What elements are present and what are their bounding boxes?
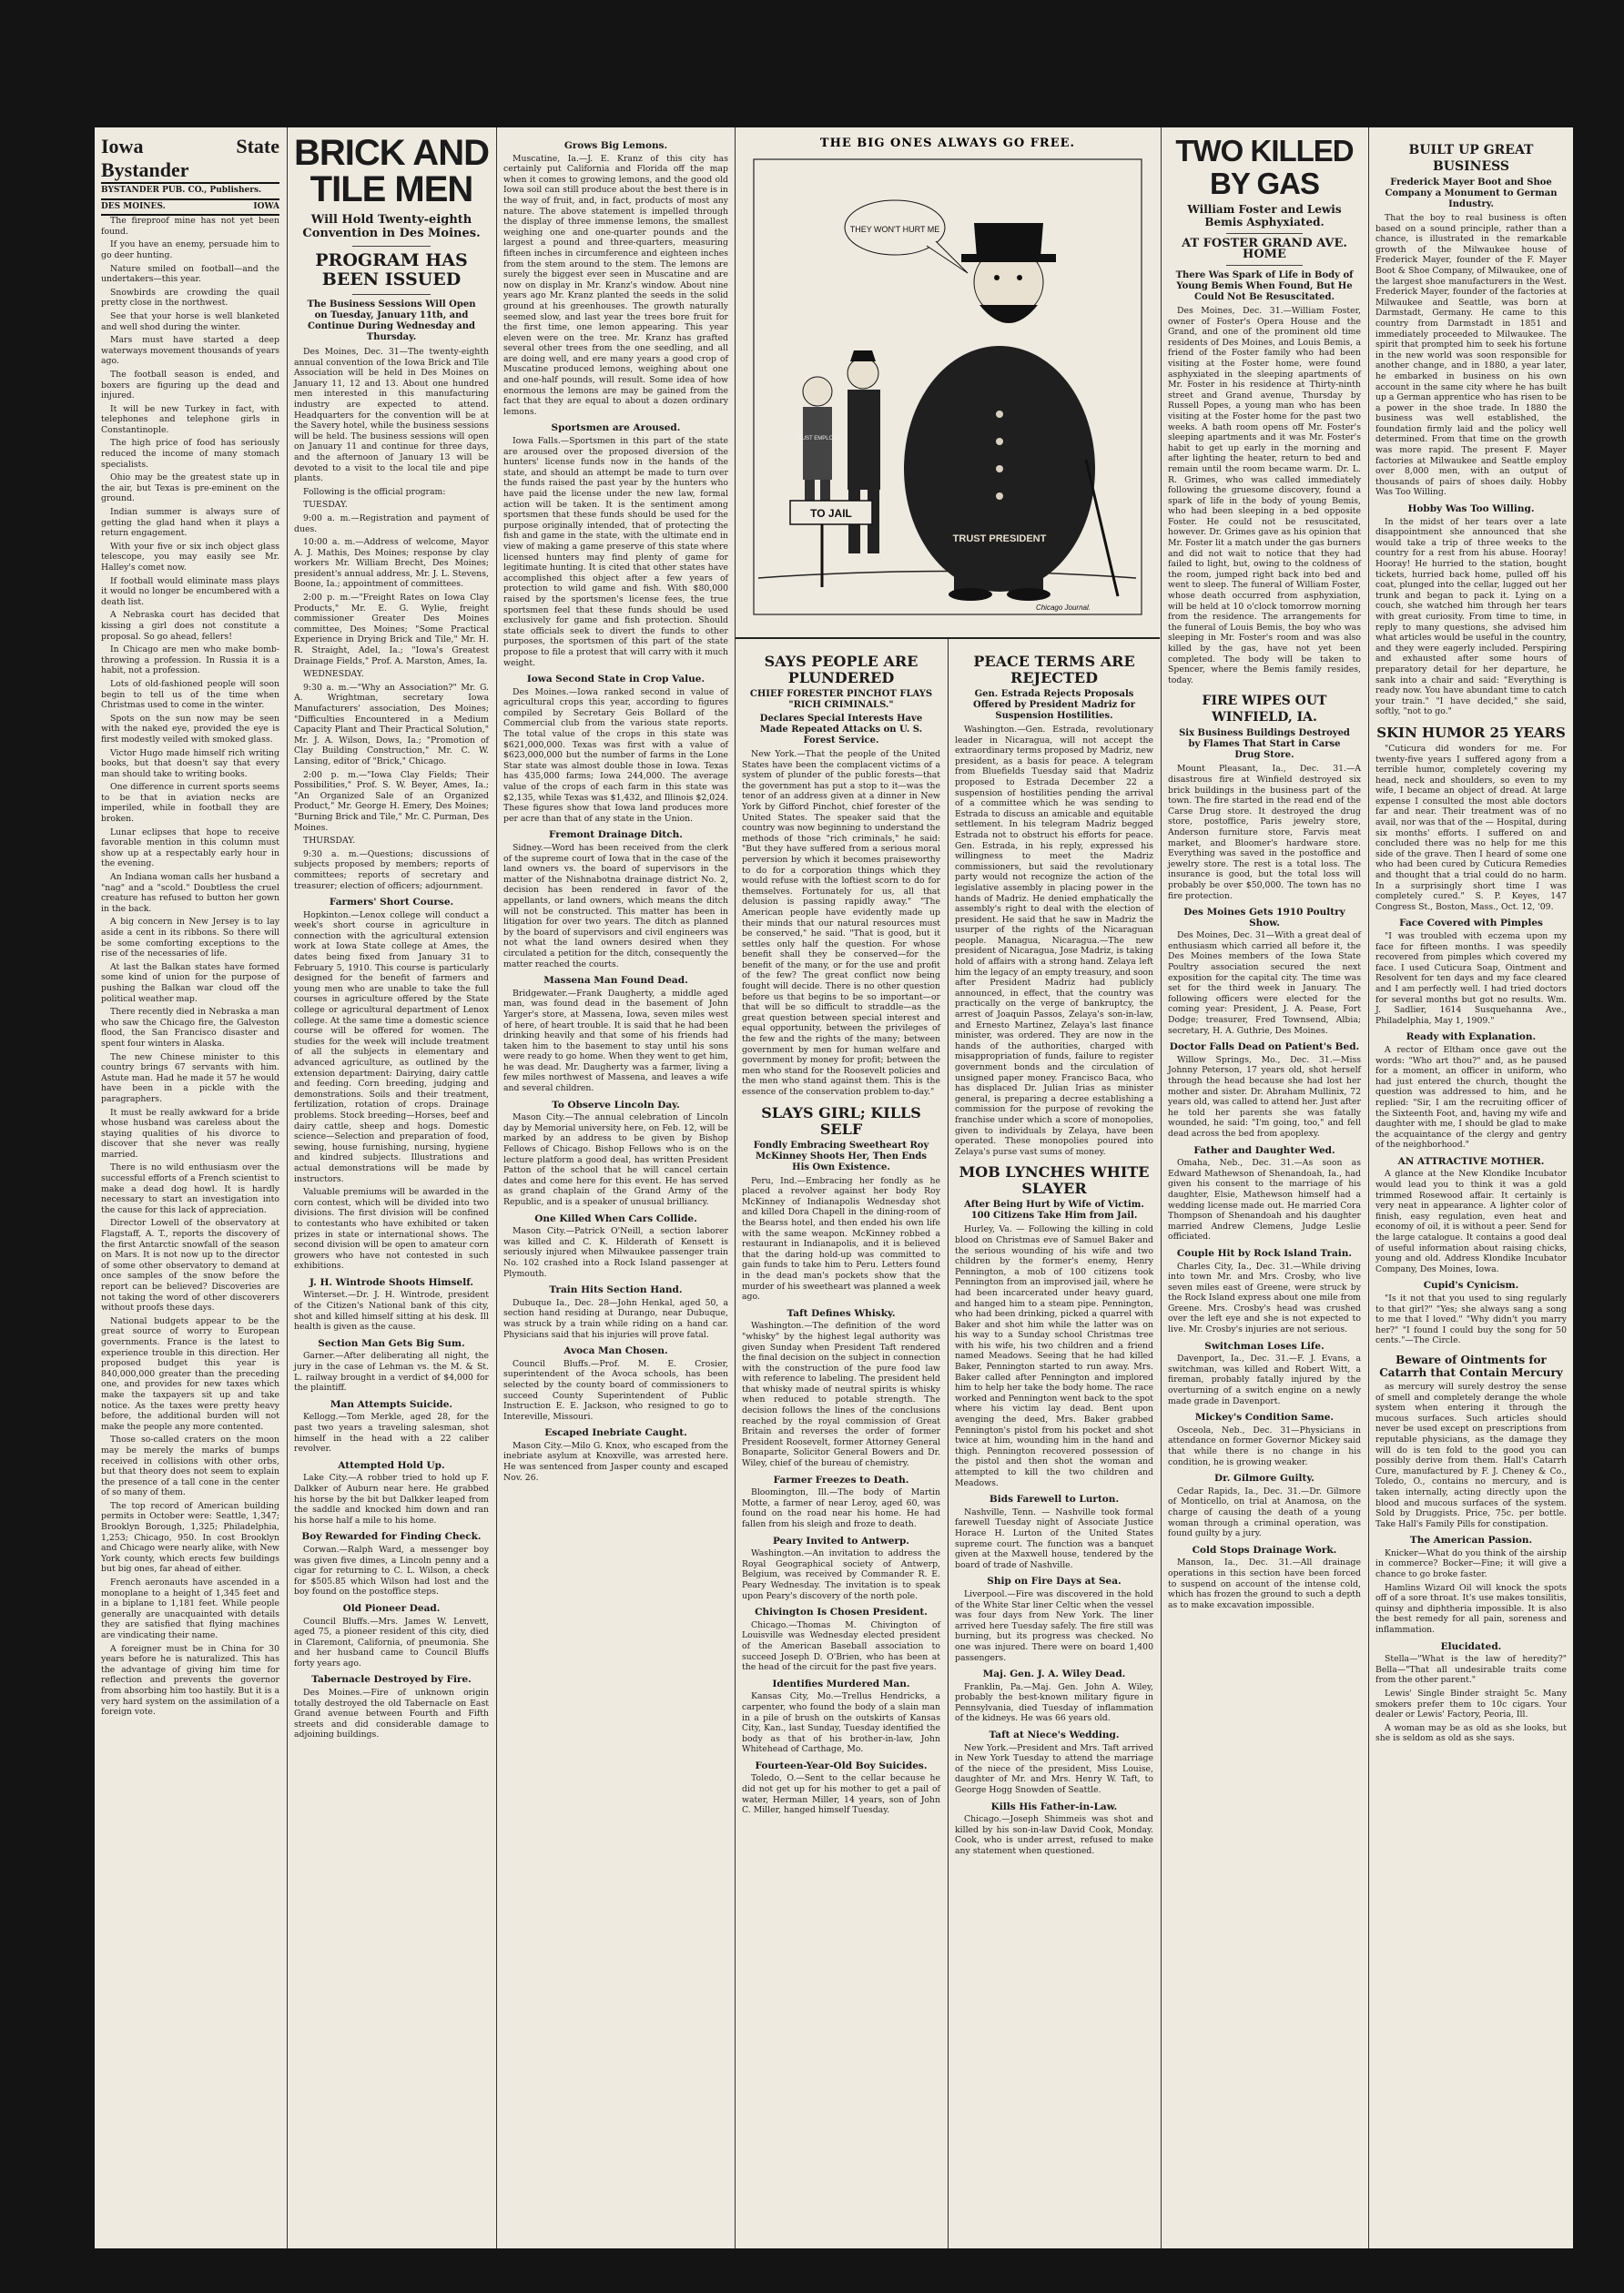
- story-deck: AT FOSTER GRAND AVE. HOME: [1182, 237, 1347, 261]
- story-title: Avoca Man Chosen.: [563, 1345, 668, 1357]
- story-body: Cedar Rapids, Ia., Dec. 31.—Dr. Gilmore of Monticello, on trial at Anamosa, on the charge of causing the death of a young woman through a criminal operation, was found guilty by a jury.: [1168, 1486, 1361, 1539]
- story-body: Manson, Ia., Dec. 31.—All drainage operations in this section have been forced to suspend on account of the intense cold, which has frozen the ground to such a depth as to make excavation impossible.: [1168, 1557, 1361, 1610]
- story-body: Davenport, Ia., Dec. 31.—F. J. Evans, a switchman, was killed and Robert Witt, a fireman, probably fatally injured by the overturning of a switch engine on a newly made grade in Davenport.: [1168, 1354, 1361, 1406]
- story-body: Washington.—Gen. Estrada, revolutionary leader in Nicaragua, will not accept the extraordinary terms proposed by Madriz, new president, as a basis for peace. A telegram from Bluefields Tuesday said that Madriz proposed to Estrada December 22 a suspension of hostilities pending the arrival of a committee which he was sending to Estrada to discuss an amicable and equitable settlement. In his telegram Madriz begged Estrada not to obstruct his efforts for peace. Gen. Estrada, in his reply, expressed his willingness to meet the Madriz commissioners, but said the revolutionary party would not recognize the action of the legislative assembly in placing power in the hands of Madriz. He denied emphatically the assembly's right to deal with the election of president. He said that he saw in Madriz the usurper of the rights of the Nicaraguan people. Managua, Nicaragua.—The new president of Nicaragua, Jose Madriz, is taking hold of affairs with a strong hand. Zelaya left him the legacy of an empty treasury, and soon after President Madriz had publicly announced, in effect, that the country was practically on the verge of bankruptcy, the arrest of Joaquin Passos, Zelaya's son-in-law, and Ernesto Martinez, Zelaya's last finance minister, was ordered. They are now in the hands of the authorities, charged with misappropriation of funds, failure to register government bonds and the circulation of unsigned paper money. Francisco Baca, who has displaced Dr. Julian Irias as minister general, is preparing a decree establishing a commission for the purpose of revoking the franchise under which a score of monopolies, given to individuals by Zelaya, have been operated. These monopolies poured into Zelaya's purse vast sums of money.: [955, 725, 1153, 1157]
- paragraph: Mars must have started a deep waterways movement thousands of years ago.: [101, 335, 279, 367]
- story-body: New York.—President and Mrs. Taft arrived in New York Tuesday to attend the marriage of the niece of the president, Miss Louise, daughter of Mr. and Mrs. Henry W. Taft, to George Hogg Snowden of Seattle.: [955, 1742, 1153, 1796]
- story-body: Lewis' Single Binder straight 5c. Many smokers prefer them to 10c cigars. Your dealer or Lewis' Factory, Peoria, Ill.: [1375, 1689, 1567, 1720]
- story-body: Mason City.—The annual celebration of Lincoln day by Memorial university here, on Feb. 12, will be marked by an address to be given by Bishop Fellows of Chicago. Bishop Fellows who is on the lecture platform a good deal, has written President Patton of the school that he will cancel certain dates and come here for this event. He has served as grand chaplain of the Grand Army of the Republic, and is a speaker of unusual brilliancy.: [503, 1112, 728, 1207]
- paragraph: It must be really awkward for a bride whose husband was careless about the staying qualities of his divorce to discover that she never was really married.: [101, 1107, 279, 1160]
- story-body: A woman may be as old as she looks, but she is seldom as old as she says.: [1375, 1722, 1567, 1744]
- story-body: Muscatine, Ia.—J. E. Kranz of this city has certainly put California and Florida off the map when it comes to growing lemons, and the good old Iowa soil can still produce about the best there is in the way of fruit, and, in fact, products of most any nature. The above statement is impelled through the display of three immense lemons, the smallest weighing one and one-quarter pounds and the largest a pound and three-quarters, measuring fifteen inches in circumference and eighteen inches from the stem around to the stem. The lemons are surely the biggest ever seen in Muscatine and are now on display in Mr. Kranz's window. About nine years ago Mr. Kranz planted the seeds in the solid ground at his greenhouses. The growth naturally seemed slow, and last year the trees bore fruit for the first time, one lemon appearing. This year eleven were on the tree. Mr. Kranz has grafted several other trees from the one seedling, and all are doing well, and ere many years a good crop of Muscatine produced lemons, weighing about one and one-half pounds, will result. Some idea of how enormous the lemons are may be gained from the fact that they are equal to about a dozen ordinary lemons.: [503, 153, 728, 417]
- story-title: Tabernacle Destroyed by Fire.: [311, 1674, 472, 1686]
- story-title: Farmer Freezes to Death.: [773, 1474, 909, 1486]
- story-title: Bids Farewell to Lurton.: [989, 1494, 1120, 1506]
- story-body: Council Bluffs.—Mrs. James W. Lenvett, aged 75, a pioneer resident of this city, died in Claremont, California, of pneumonia. She and her husband came to Council Bluffs forty years ago.: [294, 1616, 489, 1669]
- story-title: Taft at Niece's Wedding.: [989, 1730, 1120, 1741]
- story-title: Farmers' Short Course.: [329, 897, 454, 908]
- paragraph: Those so-called craters on the moon may be merely the marks of bumps received in collisions with other orbs, but that theory does not seem to explain the presence of a tall cone in the center of so many of them.: [101, 1435, 279, 1498]
- paragraph: At last the Balkan states have formed some kind of union for the purpose of pushing the Balkan war cloud off the political weather map.: [101, 961, 279, 1004]
- city-line: DES MOINES. IOWA: [101, 200, 279, 217]
- subhead-program: PROGRAM HAS BEEN ISSUED: [315, 250, 468, 289]
- story-title: Hobby Was Too Willing.: [1407, 503, 1535, 515]
- story-body: Hamlins Wizard Oil will knock the spots off of a sore throat. It's use makes tonsilitis, quinsy and diphtheria impossible. It is also the best remedy for all pain, soreness and inflammation.: [1375, 1582, 1567, 1636]
- paragraph: If football would eliminate mass plays it would no longer be encumbered with a death list.: [101, 575, 279, 607]
- story-body: Chicago.—Joseph Shimmeis was shot and killed by his son-in-law David Cook, Monday. Cook, who is under arrest, refused to make any statement when questioned.: [955, 1814, 1153, 1856]
- story-body: Winterset.—Dr. J. H. Wintrode, president of the Citizen's National bank of this city, shot and killed himself sitting at his desk. Ill health is given as the cause.: [294, 1290, 489, 1333]
- story-body: Mason City.—Patrick O'Neill, a section laborer was killed and C. K. Hilderath of Kensett is seriously injured when Milwaukee passenger train No. 102 crashed into a Rock Island passenger at Plymouth.: [503, 1226, 728, 1279]
- brevities: [101, 216, 279, 1718]
- paragraph: 10:00 a. m.—Address of welcome, Mayor A. J. Mathis, Des Moines; response by clay workers Mr. William Brecht, Des Moines; president's annual address, Mr. J. L. Stevens, Boone, Ia.; appointment of committees.: [294, 537, 489, 590]
- story-title: Old Pioneer Dead.: [342, 1602, 441, 1614]
- paragraph: Indian summer is always sure of getting the glad hand when it plays a return engagement.: [101, 507, 279, 539]
- story-body: Liverpool.—Fire was discovered in the hold of the White Star liner Celtic when the vessel was four days from New York. The liner arrived here Tuesday safely. The fire still was burning, but its progress was checked. No one was injured. There were on board 1,400 passengers.: [955, 1588, 1153, 1663]
- paragraph: The top record of American building permits in October were: Seattle, 1,347; Brooklyn Borough, 1,325; Philadelphia, 1,253; Chicago, 950. In cost Brooklyn and Chicago were nearly alike, with New York county, which erects few buildings but big ones, far ahead of either.: [101, 1500, 279, 1575]
- paragraph: It will be new Turkey in fact, with telephones and telephone girls in Constantinople.: [101, 403, 279, 435]
- story-deck: William Foster and Lewis Bemis Asphyxiated.: [1187, 203, 1342, 228]
- paragraph: The high price of food has seriously reduced the income of many stomach specialists.: [101, 438, 279, 470]
- story-title: Taft Defines Whisky.: [787, 1307, 896, 1319]
- editorial-cartoon: [736, 127, 1160, 639]
- story-body: New York.—That the people of the United States have been the complacent victims of a system of plunder of the public forests—that the government has put a stop to it—was the tenor of an address given at a dinner in New York by Gifford Pinchot, chief forester of the United States. The speaker said that the country was now beginning to understand the methods of those "rich criminals," he said: "But they have suffered from a serious moral perversion by which it becomes praiseworthy to do for a corporation things which they would refuse with the loftiest scorn to do for themselves. Fortunately for us, all that delusion is passing rapidly away." "The American people have evidently made up their minds that our natural resources must be conserved," he said. "That is good, but it settles only half the question. For whose benefit shall they be conserved—for the benefit of the many, or for the use and profit of the few? The great conflict now being fought will decide. There is no other question before us that begins to be so important—or that will be so difficult to straddle—as the great question between special interest and equal opportunity, between the privileges of the few and the rights of the many; between government by men for human welfare and government by money for profit; between the men who stand for the Roosevelt policies and the men who stand against them. This is the essence of the conservation problem to-day.": [742, 749, 940, 1097]
- column-5: [949, 639, 1160, 2248]
- paragraph: A foreigner must be in China for 30 years before he is naturalized. This has the advantage of giving him time for reflection and prevents the governor from absorbing him too hastily. But it is a very hard system on the assimilation of a foreign vote.: [101, 1643, 279, 1718]
- story-headline: MOB LYNCHES WHITE SLAYER: [959, 1163, 1150, 1198]
- cartoon-illustration: [736, 150, 1160, 624]
- story-body: Bridgewater.—Frank Daugherty, a middle aged man, was found dead in the basement of John Yarger's store, at Massena, Iowa, seven miles west of here, of heart trouble. It is said that he had been drinking heavily and that some of his friends had taken him to the basement to stay until his sons were ready to go home. When they went to get him, he was dead. Mr. Daugherty was a farmer, living a few miles northwest of Massena, and leaves a wife and several children.: [503, 988, 728, 1094]
- paragraph: A big concern in New Jersey is to lay aside a cent in its ribbons. So there will be some comforting exceptions to the rise of the necessaries of life.: [101, 917, 279, 959]
- story-body: In the midst of her tears over a late disappointment she announced that she would take a trip of three weeks to the country for a rest from his abuse. Hooray! Hooray! He hurried to the station, bought tickets, hurried back home, pulled off his coat, plunged into the cellar, lugged out her trunk and began to pack it. Lying on a couch, she watched him through her tears with great curiosity. From time to time, in reply to many questions, she advised him what articles would be useful in the country, and they were eagerly included. Perspiring and exhausted after some hours of preparatory detail for her departure, he sank into a chair and said: "Everything is ready now. You have abundant time to catch your train." "I have decided," she said, softly, "not to go.": [1375, 516, 1567, 717]
- story-body: Knicker—What do you think of the airship in commerce? Bocker—Fine; it will give a chance to go broke faster.: [1375, 1547, 1567, 1580]
- story-title: Fremont Drainage Ditch.: [549, 829, 683, 841]
- story-title: J. H. Wintrode Shoots Himself.: [309, 1276, 474, 1288]
- story-body: Charles City, Ia., Dec. 31.—While driving into town Mr. and Mrs. Crosby, who live seven miles east of Greene, were struck by the Rock Island express about one mile from Greene. Mrs. Crosby's head was crushed over the left eye and she is not expected to live. Mr. Crosby's injuries are not serious.: [1168, 1261, 1361, 1335]
- cartoon-title: THE BIG ONES ALWAYS GO FREE.: [819, 137, 1076, 150]
- story-body: Sidney.—Word has been received from the clerk of the supreme court of Iowa that in the case of the land owners vs. the board of supervisors in the matter of the Nishnabotna drainage district No. 2, decision has been rendered in favor of the appellants, or land owners, which means the ditch will not be constructed. This matter has been in litigation for over two years. The ditch as planned by the board of supervisors and civil engineers was not what the land owners desired when they circulated a petition for the ditch, consequently the matter reached the courts.: [503, 843, 728, 969]
- story-body: Lake City.—A robber tried to hold up F. Dalkker of Auburn near here. He grabbed his horse by the bit but Dalkker leaped from the saddle and knocked him down and ran his horse half a mile to his home.: [294, 1473, 489, 1526]
- story-title: Identifies Murdered Man.: [772, 1678, 910, 1689]
- paragraph: One difference in current sports seems to be that in aviation necks are imperiled, while in football they are broken.: [101, 782, 279, 825]
- story-title: One Killed When Cars Collide.: [534, 1212, 697, 1224]
- paragraph: An Indiana woman calls her husband a "nag" and a "scold." Doubtless the cruel creature has refused to button her gown in the back.: [101, 872, 279, 914]
- trust-employe-label: TRUST EMPLOYE: [794, 436, 841, 441]
- subhead: Will Hold Twenty-eighth Convention in Des Moines.: [302, 213, 481, 240]
- story-body: Nashville, Tenn. — Nashville took formal farewell Tuesday night of Associate Justice Horace H. Lurton of the United States supreme court. The function was a banquet given at the Maxwell house, tendered by the board of trade of Nashville.: [955, 1507, 1153, 1570]
- story-body: Stella—"What is the law of heredity?" Bella—"That all undesirable traits come from the other parent.": [1375, 1654, 1567, 1686]
- paragraph: Lunar eclipses that hope to receive favorable mention in this column must show up at a respectably early hour in the evening.: [101, 827, 279, 869]
- story-body: "I was troubled with eczema upon my face for fifteen months. I was speedily recovered from pimples which covered my face. I used Cuticura Soap, Ointment and Resolvent for ten days and my face cleared and I am perfectly well. I had tried doctors for several months but got no results. Wm. J. Sadlier, 1614 Susquehanna Ave., Philadelphia, May 1, 1909.": [1375, 931, 1567, 1026]
- story-deck: There Was Spark of Life in Body of Young Bemis When Found, But He Could Not Be Resuscitated.: [1175, 270, 1354, 302]
- cartoon-credit: Chicago Journal.: [1035, 604, 1091, 612]
- story-body: Mount Pleasant, Ia., Dec. 31.—A disastrous fire at Winfield destroyed six brick buildings in the business part of the town. The fire started in the read end of the Carse Drug store. It destroyed the drug store, postoffice, Paris jewelry store, Anderson furniture store, Farvis meat market, and Bloomer's hardware store. Everything was saved in the postoffice and jewelry store. The rest is a total loss. The insurance is good, but the total loss will probably be over $50,000. The town has no fire protection.: [1168, 764, 1361, 901]
- paragraph: If you have an enemy, persuade him to go deer hunting.: [101, 239, 279, 260]
- story-body: Des Moines.—Fire of unknown origin totally destroyed the old Tabernacle on East Grand avenue between Fourth and Fifth streets and did considerable damage to adjoining buildings.: [294, 1688, 489, 1740]
- paragraph: Ohio may be the greatest state up in the air, but Texas is pre-eminent on the ground.: [101, 472, 279, 504]
- story-title: To Observe Lincoln Day.: [552, 1099, 680, 1111]
- headline-brick-tile: BRICK AND TILE MEN: [294, 133, 489, 209]
- story-body: Hopkinton.—Lenox college will conduct a week's short course in agriculture in connection with the agricultural extension work at Iowa State college at Ames, the dates being fixed from January 31 to February 5, 1910. This course is particularly designed for the benefit of farmers and young men who are unable to take the full courses in agriculture offered by the State college or agricultural department of Lenox college. At the same time a domestic science course will be offered for women. The studies for the week will include treatment of all the subjects in elementary and advanced agriculture, as outlined by the extension department: Dairying, dairy cattle and feeding. Corn breeding, judging and demonstrations. Soils and their treatment, fertilization, rotation of crops. Drainage problems. Stock breeding—Horses, beef and dairy cattle, sheep and hogs. Domestic science—Selection and preparation of food, sewing, house furnishing, nursing, hygiene and kindred subjects. Illustrations and actual demonstrations will be made by instructors.: [294, 909, 489, 1184]
- story-body: Kansas City, Mo.—Trellus Hendricks, a carpenter, who found the body of a slain man in a pile of brush on the outskirts of Kansas City, Kan., last Sunday, Tuesday identified the body as that of his brother-in-law, John Whitehead of Carthage, Mo.: [742, 1691, 940, 1755]
- deck: The Business Sessions Will Open on Tuesday, January 11th, and Continue During Wednesday and Thursday.: [307, 299, 476, 342]
- story-body: A rector of Eltham once gave out the words: "Who art thou?" and, as he paused for a moment, an officer in uniform, who had just entered the church, thought the question was addressed to him, and he replied: "Sir, I am the recruiting officer of the Sixteenth Foot, and, having my wife and daughter with me, I should be glad to make the acquaintance of the clergy and gentry of the neighborhood.": [1375, 1044, 1567, 1151]
- paragraph: Nature smiled on football—and the undertakers—this year.: [101, 263, 279, 285]
- story-deck: Gen. Estrada Rejects Proposals Offered by President Madriz for Suspension Hostilities.: [973, 689, 1135, 721]
- story-body: That the boy to real business is often based on a sound principle, rather than a chance, is illustrated in the remarkable growth of the Milwaukee house of Frederick Mayer, founder of the F. Mayer Boot & Shoe Company, of Milwaukee, one of the largest shoe manufacturers in the West. Frederick Mayer, founder of the factories at Milwaukee and Seattle, was born at Darmstadt, Germany. He came to this country from Darmstadt in 1851 and immediately proceeded to Milwaukee. The spirit that prompted him to seek his fortune in the new world was soon responsible for another change, and in 1880, a year later, he embarked in business on his own account in the same city where he has built up a German apprentice who has risen to be a power in the shoe trade. In 1880 the business was well established, the foundation firmly laid and the policy well determined. From that time on the growth was more rapid. The present F. Mayer factories at Milwaukee and Seattle employ over 8,000 men, with an output of thousands of pairs of shoes daily. Hobby Was Too Willing.: [1375, 213, 1567, 498]
- story-title: The American Passion.: [1409, 1535, 1533, 1547]
- story-body: Omaha, Neb., Dec. 31.—As soon as Edward Mathewson of Shenandoah, Ia., had given his consent to the marriage of his daughter, Elsie, Mathewson himself had a wedding license made out. He married Cora Thompson of Shenandoah and his daughter married Andrew Clemens, Judge Leslie officiated.: [1168, 1158, 1361, 1243]
- story-body: Osceola, Neb., Dec. 31—Physicians in attendance on former Governor Mickey said that while there is no change in his condition, he is growing weaker.: [1168, 1425, 1361, 1467]
- newspaper-page: [95, 127, 1573, 2248]
- story-title: Boy Rewarded for Finding Check.: [301, 1531, 482, 1543]
- story-headline: SAYS PEOPLE ARE PLUNDERED: [764, 653, 919, 686]
- story-title: Train Hits Section Hand.: [549, 1284, 683, 1296]
- story-deck: CHIEF FORESTER PINCHOT FLAYS "RICH CRIMINALS.": [749, 689, 933, 710]
- story-title: Couple Hit by Rock Island Train.: [1176, 1247, 1353, 1259]
- story-body: Chicago.—Thomas M. Chivington of Louisville was Wednesday elected president of the American Baseball association to succeed Joseph D. O'Brien, who has been at the head of the circuit for the past five years.: [742, 1619, 940, 1673]
- story-title: Sportsmen are Aroused.: [551, 422, 681, 434]
- masthead: Iowa State Bystander: [101, 135, 279, 184]
- story-title: Father and Daughter Wed.: [1193, 1144, 1335, 1156]
- story-title: Mickey's Condition Same.: [1194, 1412, 1335, 1424]
- story-deck: Six Business Buildings Destroyed by Flames That Start in Carse Drug Store.: [1179, 728, 1350, 761]
- story-body: Des Moines, Dec. 31.—William Foster, owner of Foster's Opera House and the Grand, and one of the prominent old time residents of Des Moines, and Louis Bemis, a friend of the Foster family who had been visiting at the Foster home, were found asphyxiated in the sleeping apartments of Mr. Foster in his residence at Thirty-ninth street and Grand avenue, Thursday by Russell Popes, a young man who has been visiting at the Foster home for the past two weeks. A bath room opens off Mr. Foster's sleeping apartments and it was Mr. Foster's habit to get up early in the morning and after lighting the heater, return to bed and remain until the room became warm. Dr. L. R. Grimes, who was called immediately following the gruesome discovery, found a spark of life in the body of young Bemis, who had been sleeping in a bed opposite Foster. He could not be resuscitated, however. Dr. Grimes gave as his opinion that Mr. Foster lit a match under the gas burners and did not wait to notice that they had failed to light, but, owing to the coldness of the room, jumped right back into bed and went to sleep. The funeral of William Foster, whose death occurred from asphyxiation, will be held at 10 o'clock tomorrow morning from the residence. The arrangements for the funeral of Louis Bemis, the boy who was sleeping in Mr. Foster's room and was also killed by the gas, have not yet been completed. The body will be taken to Spencer, where the Bemis family resides, today.: [1168, 306, 1361, 685]
- story-headline: SLAYS GIRL; KILLS SELF: [761, 1103, 921, 1138]
- story-title: Face Covered with Pimples: [1399, 918, 1543, 929]
- story-body: Corwan.—Ralph Ward, a messenger boy was given five dimes, a Lincoln penny and a cigar for returning to C. L. Wilson, a check for $505.85 which Wilson had lost and the boy found on the postoffice steps.: [294, 1544, 489, 1598]
- story-title: Dr. Gilmore Guilty.: [1214, 1473, 1314, 1485]
- story-body: "Cuticura did wonders for me. For twenty-five years I suffered agony from a terrible humor, completely covering my head, neck and shoulders, so even to my wife, I became an object of dread. At large expense I consulted the most able doctors far and near. Their treatment was of no avail, nor was that of the — Hospital, during six months' efforts. I suffered on and concluded there was no help for me this side of the grave. Then I heard of some one who had been cured by Cuticura Remedies and thought that a trial could do no harm. In a surprisingly short time I was completely cured." S. P. Keyes, 147 Congress St., Boston, Mass., Oct. 12, '09.: [1375, 743, 1567, 912]
- trust-president-label: TRUST PRESIDENT: [952, 533, 1047, 544]
- paragraph: French aeronauts have ascended in a monoplane to a height of 1,345 feet and in a biplane to 1,181 feet. While people generally are unacquainted with details they are satisfied that flying machines are vindicating their name.: [101, 1578, 279, 1640]
- column-2: [288, 127, 495, 2248]
- story-title: Ship on Fire Days at Sea.: [987, 1576, 1122, 1588]
- story-title: AN ATTRACTIVE MOTHER.: [1397, 1155, 1545, 1167]
- paragraph: 2:00 p. m.—"Freight Rates on Iowa Clay Products," Mr. E. G. Wylie, freight commissioner Greater Des Moines committee, Des Moines; "Some Practical Experience in Drying Brick and Tile," Mr. H. R. Straight, Adel, Ia.; "Iowa's Greatest Drainage Fields," Prof. A. Marston, Ames, Ia.: [294, 593, 489, 666]
- story-title: Cold Stops Drainage Work.: [1192, 1544, 1337, 1556]
- story-body: Council Bluffs.—Prof. M. E. Crosier, superintendent of the Avoca schools, has been selected by the county board of commissioners to succeed County Superintendent of Public Instruction E. E. Jackson, who resigned to go to Intereville, Missouri.: [503, 1358, 728, 1422]
- paragraph: See that your horse is well blanketed and well shod during the winter.: [101, 310, 279, 332]
- column-3: [497, 127, 735, 2248]
- story-title: Doctor Falls Dead on Patient's Bed.: [1169, 1041, 1360, 1053]
- paragraph: The football season is ended, and boxers are figuring up the dead and injured.: [101, 369, 279, 401]
- story-headline: BUILT UP GREAT BUSINESS: [1408, 143, 1534, 174]
- story-title: Escaped Inebriate Caught.: [544, 1427, 687, 1439]
- story-body: Valuable premiums will be awarded in the corn contest, which will be divided into two divisions. The first division will be confined to contestants who have exhibited or taken prizes in state or international shows. The second division will be open to amateur corn growers who have not contested in such exhibitions.: [294, 1187, 489, 1272]
- story-body: Garner.—After deliberating all night, the jury in the case of Lehman vs. the M. & St. L. railway brought in a verdict of $4,000 for the plaintiff.: [294, 1351, 489, 1394]
- paragraph: There is no wild enthusiasm over the successful efforts of a French scientist to make a dead dog howl. It is hardly necessary to start an investigation into the cause for this lack of appreciation.: [101, 1162, 279, 1215]
- paragraph: 9:30 a. m.—"Why an Association?" Mr. G. A. Wrightman, secretary Iowa Manufacturers' association, Des Moines; "Difficulties Encountered in a Medium Capacity Plant and Their Practical Solution," Mr. J. A. Wilson, Dows, Ia.; "Promotion of Clay Building Construction," Mr. C. W. Lansing, editor of "Brick," Chicago.: [294, 682, 489, 766]
- story-title: Des Moines Gets 1910 Poultry Show.: [1183, 907, 1345, 928]
- story-headline: TWO KILLED BY GAS: [1175, 134, 1354, 200]
- story-deck: After Being Hurt by Wife of Victim. 100 Citizens Take Him from Jail.: [964, 1200, 1144, 1222]
- paragraph: 9:30 a. m.—Questions; discussions of subjects proposed by members; reports of committees; reports of secretary and treasurer; election of officers; adjournment.: [294, 848, 489, 891]
- paragraph: Lots of old-fashioned people will soon begin to tell us of the time when Christmas used to come in the winter.: [101, 678, 279, 711]
- story-deck: Frederick Mayer Boot and Shoe Company a Monument to German Industry.: [1385, 178, 1558, 209]
- story-body: Iowa Falls.—Sportsmen in this part of the state are aroused over the proposed diversion of the hunters' license funds now in the hands of the state, and should an attempt be made to turn over the funds raised the past year by the hunters who have paid the license under the new law, formal action will be taken. It is the sentiment among sportsmen that these funds should be used for the purpose originally intended, that of protecting the fish and game in the state, with the ultimate end in view of making a game preserve of this state where licensed hunters may find plenty of game for legitimate hunting. It is cited that other states have accomplished this object after a few years of protection to wild game and fish. With $80,000 raised by the sportsmen's license fees, the true sportsmen feel that these funds should be used exclusively for game and fish protection. Should state officials seek to divert the funds to other purposes, the sportsmen of this part of the state propose to file a protest that will carry with it much weight.: [503, 436, 728, 668]
- story-headline: FIRE WIPES OUT WINFIELD, IA.: [1202, 694, 1327, 725]
- story-title: Switchman Loses Life.: [1204, 1340, 1325, 1352]
- paragraph: Victor Hugo made himself rich writing books, but that doesn't say that every man should take to writing books.: [101, 747, 279, 779]
- paragraph: The new Chinese minister to this country brings 67 servants with him. Astute man. Had he made it 57 he would have been in a pickle with the paragraphers.: [101, 1051, 279, 1104]
- paragraph: TUESDAY.: [303, 500, 348, 511]
- story-title: Massena Man Found Dead.: [543, 975, 688, 987]
- story-headline: Beware of Ointments for Catarrh that Contain Mercury: [1379, 1353, 1563, 1379]
- paragraph: WEDNESDAY.: [303, 669, 364, 680]
- paragraph: Director Lowell of the observatory at Flagstaff, A. T., reports the discovery of the first Antarctic snowfall of the season on Mars. It is not now up to the director of some other observatory to demand at once samples of the snow before the report can be believed? Discoveries are not taking the word of other discoverers without proofs these days.: [101, 1218, 279, 1314]
- story-body: Peru, Ind.—Embracing her fondly as he placed a revolver against her body Roy McKinney of Indianapolis Wednesday shot and killed Dora Chapell in the dining-room of the Bearss hotel, and then ended his own life with the same weapon. McKinney robbed a restaurant in Indianapolis, and it is believed that the daring hold-up was committed to gain funds to take him to Peru. Letters found in the dead man's pockets show that the murder of his sweetheart was planned a week ago.: [742, 1175, 940, 1303]
- paragraph: There recently died in Nebraska a man who saw the Chicago fire, the Galveston flood, the San Francisco disaster and spent four winters in Alaska.: [101, 1007, 279, 1049]
- story-body: Hurley, Va. — Following the killing in cold blood on Christmas eve of Samuel Baker and the serious wounding of his wife and two children by the former's enemy, Henry Pennington, a mob of 100 citizens took Pennington from an improvised jail, where he had been incarcerated under heavy guard, and hanged him to a steam pipe. Pennington, who had been drinking, picked a quarrel with Baker and shot him while the latter was on his way to a Sunday school Christmas tree with his wife, his two children and a friend named Meadows. Seeing that he had killed Baker, Pennington started to run away. Mrs. Baker called after Pennington and implored him to help her take the body home. The race worked and Pennington went back to the spot where his victim lay dead. Bent upon avenging the deed, Mrs. Baker grabbed Pennington's pistol from his pocket and shot twice at him, wounding him in the hand and thigh. Pennington recovered possession of the pistol and then shot the woman and attempted to kill the two children and Meadows.: [955, 1224, 1153, 1488]
- paragraph: Following is the official program:: [303, 486, 446, 497]
- column-4: [736, 639, 947, 2248]
- story-title: Chivington Is Chosen President.: [755, 1607, 928, 1618]
- story-body: A glance at the New Klondike Incubator would lead you to think it was a gold trimmed Rosewood affair. It certainly is very neat in appearance. A lighter color of finish, easy regulation, even heat and economy of oil, it is without a peer. Send for the large catalogue. It contains a good deal of useful information about raising chicks, young and old. Address Klondike Incubator Company, Des Moines, Iowa.: [1375, 1169, 1567, 1274]
- story-deck: Fondly Embracing Sweetheart Roy McKinney Shoots Her, Then Ends His Own Existence.: [753, 1140, 929, 1172]
- story-body: Franklin, Pa.—Maj. Gen. John A. Wiley, probably the best-known military figure in Pennsylvania, died Tuesday of inflammation of the kidneys. He was 66 years old.: [955, 1681, 1153, 1724]
- story-title: Man Attempts Suicide.: [330, 1398, 453, 1410]
- story-title: Peary Invited to Antwerp.: [773, 1535, 909, 1547]
- to-jail-sign: TO JAIL: [810, 507, 852, 520]
- story-body: Willow Springs, Mo., Dec. 31.—Miss Johnny Peterson, 17 years old, shot herself through the head because she had lost her mother and sister. Dr. Abraham Mullinix, 72 years old, was called to attend her. Just after he told her parents she was fatally wounded, he said: "I'm going, too," and fell dead across the bed from apoplexy.: [1168, 1054, 1361, 1139]
- paragraph: Snowbirds are crowding the quail pretty close in the northwest.: [101, 287, 279, 309]
- paragraph: THURSDAY.: [303, 836, 356, 847]
- story-title: Kills His Father-in-Law.: [990, 1801, 1118, 1812]
- story-title: Grows Big Lemons.: [563, 140, 668, 151]
- story-body: Mason City.—Milo G. Knox, who escaped from the inebriate asylum at Knoxville, was arrested here. He was sentenced from Jasper county and escaped Nov. 26.: [503, 1440, 728, 1483]
- story-body: Toledo, O.—Sent to the cellar because he did not get up for his mother to get a pail of water, Herman Miller, 14 years, son of John C. Miller, hanged himself Tuesday.: [742, 1773, 940, 1816]
- column-1: [95, 127, 286, 2248]
- column-6: [1162, 127, 1367, 2248]
- story-body: Kellogg.—Tom Merkle, aged 28, for the past two years a traveling salesman, shot himself in the head with a 22 caliber revolver.: [294, 1412, 489, 1455]
- story-deck: Declares Special Interests Have Made Repeated Attacks on U. S. Forest Service.: [759, 714, 923, 746]
- story-title: Iowa Second State in Crop Value.: [526, 674, 705, 685]
- story-body: Dubuque Ia., Dec. 28—John Henkal, aged 50, a section hand residing at Durango, near Dubuque, was struck by a train while riding on a hand car. Physicians said that his injuries will prove fatal.: [503, 1297, 728, 1340]
- story-title: Cupid's Cynicism.: [1423, 1280, 1519, 1292]
- story-body: Des Moines, Dec. 31—With a great deal of enthusiasm which carried all before it, the Des Moines members of the Iowa State Poultry association secured the next exposition for the capital city. The time was set for the third week in January. The following officers were elected for the coming year: President, J. A. Pease, Fort Dodge; treasurer, Fred Townsend, Albia; secretary, H. A. Guthrie, Des Moines.: [1168, 930, 1361, 1036]
- paragraph: Spots on the sun now may be seen with the naked eye, provided the eye is first modestly veiled with smoked glass.: [101, 713, 279, 745]
- story-body: "Is it not that you used to sing regularly to that girl?" "Yes; she always sang a song to me that I loved." "Why didn't you marry her?" "I found I could buy the song for 50 cents."—The Circle.: [1375, 1294, 1567, 1346]
- paragraph: 2:00 p. m.—"Iowa Clay Fields; Their Possibilities," Prof. S. W. Beyer, Ames, Ia.; "An Organized Sale of an Organized Product," Mr. George H. Emery, Des Moines; "Burning Brick and Tile," Mr. C. Purman, Des Moines.: [294, 769, 489, 833]
- speech-balloon-text: THEY WON'T HURT ME: [849, 225, 940, 234]
- story-title: Ready with Explanation.: [1406, 1031, 1537, 1043]
- article-body: [294, 347, 489, 891]
- story-headline: SKIN HUMOR 25 YEARS: [1376, 724, 1566, 741]
- story-title: Maj. Gen. J. A. Wiley Dead.: [982, 1669, 1126, 1680]
- story-headline: PEACE TERMS ARE REJECTED: [973, 653, 1135, 686]
- paragraph: National budgets appear to be the great source of worry to European governments. France is the latest to experience trouble in this direction. Her proposed budget this year is 840,000,000 greater than the preceding one, and provides for new taxes which make the taxpayers sit up and take notice. As the taxes were pretty heavy before, the additional burden will not make the people any more contented.: [101, 1315, 279, 1432]
- paragraph: A Nebraska court has decided that kissing a girl does not constitute a proposal. So go ahead, fellers!: [101, 610, 279, 642]
- column-7: [1369, 127, 1573, 2248]
- story-body: Des Moines.—Iowa ranked second in value of agricultural crops this year, according to figures compiled by Secretary Geis Bollard of the Commercial club from the various state reports. The total value of the crops in this state was $621,000,000. Texas was first with a value of $623,000,000 but the number of farms in the Lone Star state was almost double those in Iowa. Texas has 435,000 farms; Iowa 244,000. The average value of the crops of each farm in this state was $2,135, while Texas was $1,432, and Illinois $2,024. These figures show that Iowa land produces more per acre than that of any state in the Union.: [503, 686, 728, 824]
- story-body: Washington.—An invitation to address the Royal Geographical society of Antwerp, Belgium, was received by Commander R. E. Peary Wednesday. The invitation is to speak upon Peary's discovery of the north pole.: [742, 1548, 940, 1601]
- story-title: Attempted Hold Up.: [338, 1459, 445, 1471]
- paragraph: The fireproof mine has not yet been found.: [101, 216, 279, 237]
- paragraph: With your five or six inch object glass telescope, you may easily see Mr. Halley's comet now.: [101, 541, 279, 573]
- story-title: Section Man Gets Big Sum.: [318, 1337, 465, 1349]
- paragraph: Des Moines, Dec. 31—The twenty-eighth annual convention of the Iowa Brick and Tile Association will be held in Des Moines on January 11, 12 and 13. About one hundred men interested in this manufacturing industry are expected to attend. Headquarters for the convention will be at the Savery hotel, while the business sessions will be held. The business sessions will open on January 11 and continue for three days, and the afternoon of January 13 will be devoted to a visit to the local tile and pipe plants.: [294, 347, 489, 484]
- publisher-line: BYSTANDER PUB. CO., Publishers.: [101, 184, 279, 200]
- paragraph: In Chicago are men who make bomb-throwing a profession. In Russia it is a habit, not a profession.: [101, 644, 279, 676]
- story-body: as mercury will surely destroy the sense of smell and completely derange the whole system when entering it through the mucous surfaces. Such articles should never be used except on prescriptions from reputable physicians, as the damage they will do is ten fold to the good you can possibly derive from them. Hall's Catarrh Cure, manufactured by F. J. Cheney & Co., Toledo, O., contains no mercury, and is taken internally, acting directly upon the blood and mucous surfaces of the system. Sold by Druggists. Price, 75c. per bottle. Take Hall's Family Pills for constipation.: [1375, 1381, 1567, 1529]
- story-body: Washington.—The definition of the word "whisky" by the highest legal authority was given Sunday when President Taft rendered the final decision on the subject in connection with the construction of the pure food law with reference to labeling. The president held that whisky made of neutral spirits is whisky when reduced to potable strength. The decision follows the lines of the conclusions reached by the royal commission of Great Britain and reverses the order of former President Roosevelt, former Attorney General Bonaparte, Solicitor General Bowers and Dr. Wiley, chief of the bureau of chemistry.: [742, 1321, 940, 1469]
- story-body: Bloomington, Ill.—The body of Martin Motte, a farmer of near Leroy, aged 60, was found on the road near his home. He had fallen from his sleigh and froze to death.: [742, 1487, 940, 1529]
- story-title: Fourteen-Year-Old Boy Suicides.: [755, 1760, 928, 1771]
- paragraph: 9:00 a. m.—Registration and payment of dues.: [294, 512, 489, 534]
- story-title: Elucidated.: [1440, 1640, 1502, 1652]
